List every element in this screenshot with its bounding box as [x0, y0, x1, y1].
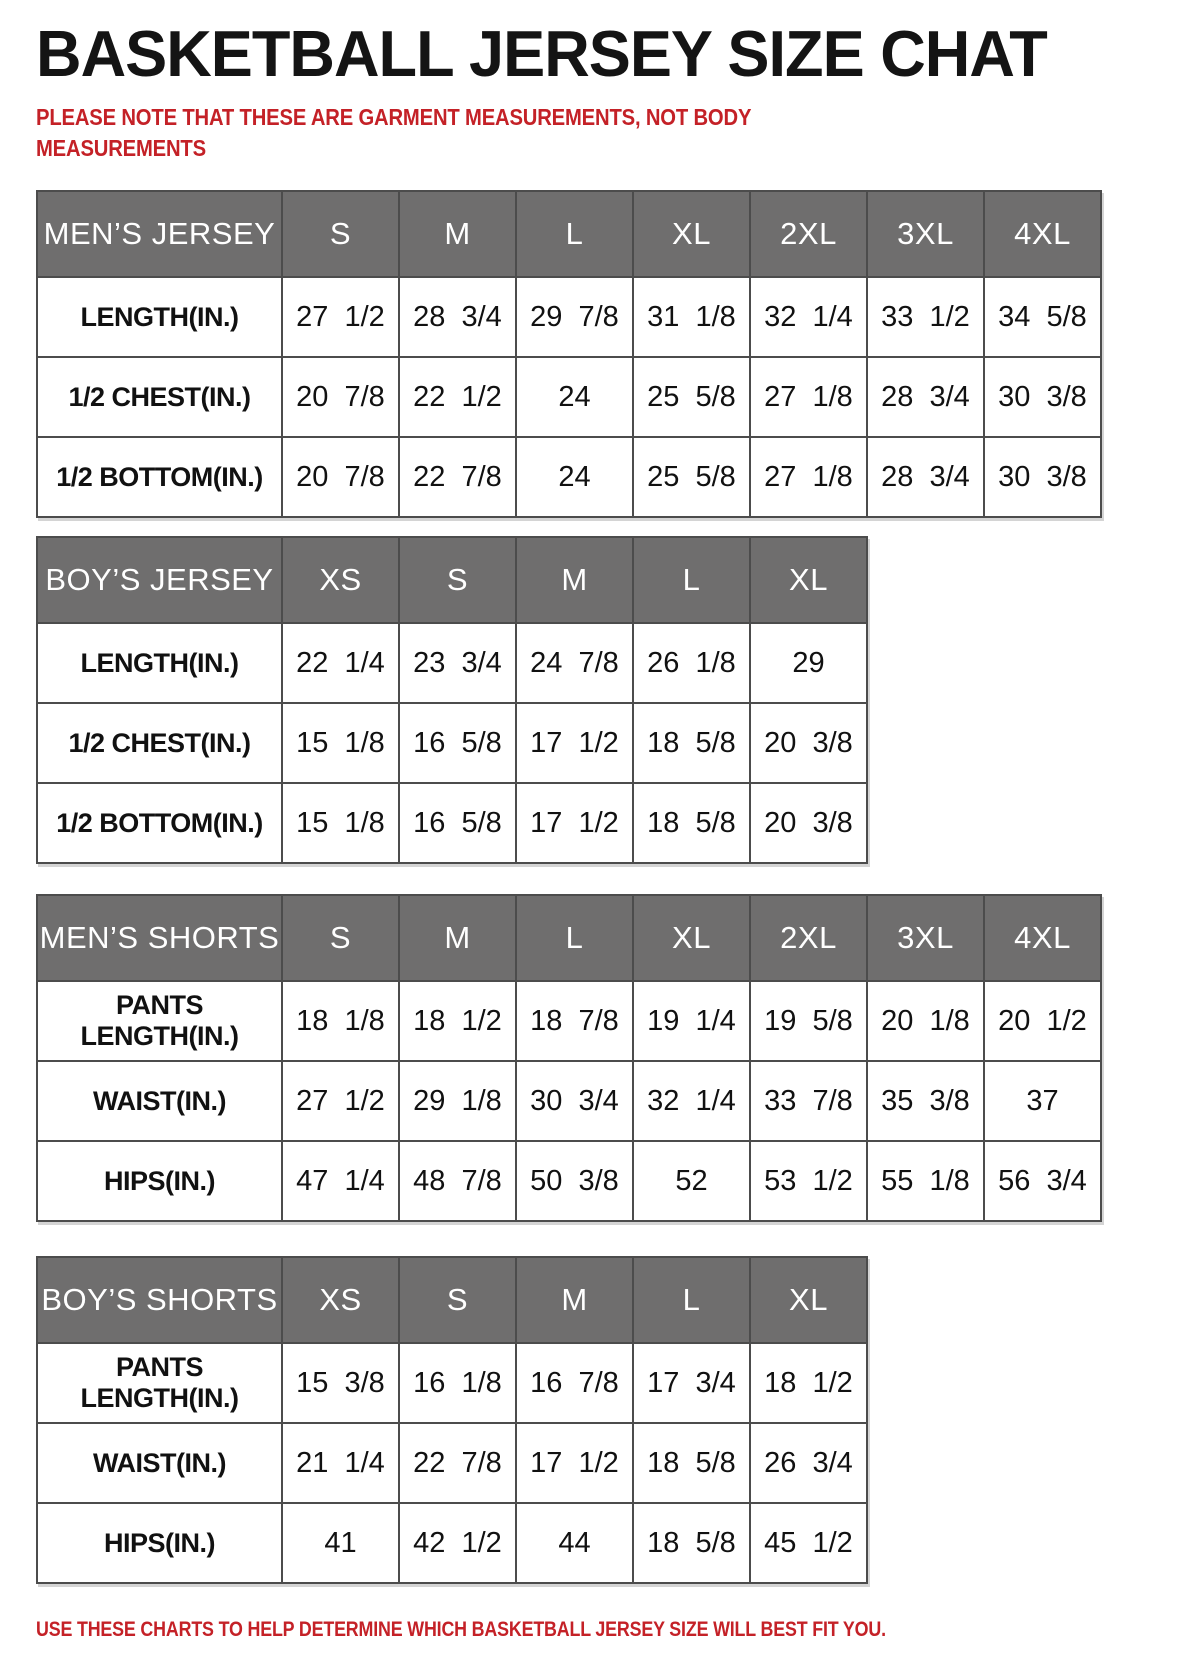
value-cell: 15 1/8: [282, 783, 399, 863]
value-cell: 27 1/2: [282, 277, 399, 357]
value-cell: 41: [282, 1503, 399, 1583]
value-cell: 30 3/8: [984, 357, 1101, 437]
size-header-cell: L: [516, 191, 633, 277]
value-cell: 21 1/4: [282, 1423, 399, 1503]
value-cell: 18 5/8: [633, 783, 750, 863]
header-row: [37, 191, 1101, 277]
size-header-cell: XL: [633, 895, 750, 981]
value-cell: 18 5/8: [633, 1423, 750, 1503]
value-cell: 35 3/8: [867, 1061, 984, 1141]
value-cell: 24: [516, 357, 633, 437]
value-cell: 55 1/8: [867, 1141, 984, 1221]
row-label-cell: WAIST(IN.): [37, 1061, 282, 1141]
value-cell: 18 7/8: [516, 981, 633, 1061]
value-cell: 22 1/4: [282, 623, 399, 703]
value-cell: 27 1/8: [750, 357, 867, 437]
boys-jersey-table: [36, 536, 868, 864]
table-row: [37, 703, 867, 783]
value-cell: 44: [516, 1503, 633, 1583]
table-row: [37, 623, 867, 703]
value-cell: 24 7/8: [516, 623, 633, 703]
value-cell: 20 7/8: [282, 357, 399, 437]
value-cell: 28 3/4: [399, 277, 516, 357]
value-cell: 18 5/8: [633, 703, 750, 783]
value-cell: 25 5/8: [633, 357, 750, 437]
value-cell: 18 1/2: [399, 981, 516, 1061]
value-cell: 20 3/8: [750, 703, 867, 783]
value-cell: 17 1/2: [516, 1423, 633, 1503]
value-cell: 20 3/8: [750, 783, 867, 863]
row-label-cell: 1/2 CHEST(IN.): [37, 357, 282, 437]
size-header-cell: 2XL: [750, 191, 867, 277]
value-cell: 30 3/8: [984, 437, 1101, 517]
value-cell: 22 7/8: [399, 1423, 516, 1503]
value-cell: 47 1/4: [282, 1141, 399, 1221]
value-cell: 33 1/2: [867, 277, 984, 357]
value-cell: 19 1/4: [633, 981, 750, 1061]
page-title: BASKETBALL JERSEY SIZE CHAT: [36, 17, 1047, 90]
table-row: [37, 981, 1101, 1061]
value-cell: 18 1/8: [282, 981, 399, 1061]
value-cell: 56 3/4: [984, 1141, 1101, 1221]
table-row: [37, 1343, 867, 1423]
value-cell: 24: [516, 437, 633, 517]
value-cell: 18 5/8: [633, 1503, 750, 1583]
value-cell: 45 1/2: [750, 1503, 867, 1583]
value-cell: 16 1/8: [399, 1343, 516, 1423]
size-header-cell: XS: [282, 1257, 399, 1343]
size-header-cell: XL: [633, 191, 750, 277]
value-cell: 42 1/2: [399, 1503, 516, 1583]
table-row: [37, 277, 1101, 357]
table-row: [37, 1503, 867, 1583]
value-cell: 26 1/8: [633, 623, 750, 703]
row-label-cell: 1/2 BOTTOM(IN.): [37, 437, 282, 517]
value-cell: 19 5/8: [750, 981, 867, 1061]
row-label-cell: 1/2 CHEST(IN.): [37, 703, 282, 783]
value-cell: 33 7/8: [750, 1061, 867, 1141]
table-row: [37, 783, 867, 863]
value-cell: 32 1/4: [750, 277, 867, 357]
value-cell: 32 1/4: [633, 1061, 750, 1141]
table-row: [37, 357, 1101, 437]
value-cell: 17 1/2: [516, 783, 633, 863]
table-title-cell: MEN’S JERSEY: [37, 191, 282, 277]
size-header-cell: M: [516, 537, 633, 623]
value-cell: 15 1/8: [282, 703, 399, 783]
size-header-cell: 3XL: [867, 191, 984, 277]
table-row: [37, 437, 1101, 517]
size-header-cell: S: [399, 1257, 516, 1343]
value-cell: 48 7/8: [399, 1141, 516, 1221]
table-title-cell: BOY’S JERSEY: [37, 537, 282, 623]
row-label-cell: HIPS(IN.): [37, 1503, 282, 1583]
size-header-cell: S: [282, 191, 399, 277]
table-title-cell: BOY’S SHORTS: [37, 1257, 282, 1343]
table-row: [37, 1061, 1101, 1141]
value-cell: 27 1/2: [282, 1061, 399, 1141]
value-cell: 16 5/8: [399, 703, 516, 783]
value-cell: 28 3/4: [867, 357, 984, 437]
value-cell: 20 1/8: [867, 981, 984, 1061]
size-header-cell: XS: [282, 537, 399, 623]
value-cell: 53 1/2: [750, 1141, 867, 1221]
size-header-cell: XL: [750, 537, 867, 623]
fit-advice-note: USE THESE CHARTS TO HELP DETERMINE WHICH BASKETBALL JERSEY SIZE WILL BEST FIT YOU.: [36, 1618, 886, 1642]
size-header-cell: L: [516, 895, 633, 981]
value-cell: 28 3/4: [867, 437, 984, 517]
value-cell: 18 1/2: [750, 1343, 867, 1423]
size-header-cell: M: [399, 895, 516, 981]
value-cell: 16 5/8: [399, 783, 516, 863]
value-cell: 52: [633, 1141, 750, 1221]
value-cell: 17 3/4: [633, 1343, 750, 1423]
value-cell: 20 1/2: [984, 981, 1101, 1061]
value-cell: 29: [750, 623, 867, 703]
value-cell: 23 3/4: [399, 623, 516, 703]
size-header-cell: L: [633, 537, 750, 623]
value-cell: 25 5/8: [633, 437, 750, 517]
table-row: [37, 1141, 1101, 1221]
header-row: [37, 537, 867, 623]
row-label-cell: PANTS LENGTH(IN.): [37, 981, 282, 1061]
value-cell: 31 1/8: [633, 277, 750, 357]
value-cell: 29 1/8: [399, 1061, 516, 1141]
mens-shorts-table: [36, 894, 1102, 1222]
value-cell: 16 7/8: [516, 1343, 633, 1423]
value-cell: 37: [984, 1061, 1101, 1141]
value-cell: 26 3/4: [750, 1423, 867, 1503]
value-cell: 50 3/8: [516, 1141, 633, 1221]
value-cell: 29 7/8: [516, 277, 633, 357]
row-label-cell: 1/2 BOTTOM(IN.): [37, 783, 282, 863]
value-cell: 22 1/2: [399, 357, 516, 437]
value-cell: 20 7/8: [282, 437, 399, 517]
size-header-cell: 3XL: [867, 895, 984, 981]
value-cell: 34 5/8: [984, 277, 1101, 357]
size-header-cell: S: [399, 537, 516, 623]
size-header-cell: M: [516, 1257, 633, 1343]
size-header-cell: 4XL: [984, 895, 1101, 981]
size-header-cell: S: [282, 895, 399, 981]
value-cell: 30 3/4: [516, 1061, 633, 1141]
boys-shorts-table: [36, 1256, 868, 1584]
table-title-cell: MEN’S SHORTS: [37, 895, 282, 981]
row-label-cell: PANTS LENGTH(IN.): [37, 1343, 282, 1423]
value-cell: 27 1/8: [750, 437, 867, 517]
table-row: [37, 1423, 867, 1503]
value-cell: 15 3/8: [282, 1343, 399, 1423]
row-label-cell: LENGTH(IN.): [37, 623, 282, 703]
row-label-cell: LENGTH(IN.): [37, 277, 282, 357]
header-row: [37, 895, 1101, 981]
size-header-cell: M: [399, 191, 516, 277]
header-row: [37, 1257, 867, 1343]
size-header-cell: 4XL: [984, 191, 1101, 277]
size-header-cell: XL: [750, 1257, 867, 1343]
mens-jersey-table: [36, 190, 1102, 518]
row-label-cell: HIPS(IN.): [37, 1141, 282, 1221]
size-header-cell: 2XL: [750, 895, 867, 981]
size-header-cell: L: [633, 1257, 750, 1343]
value-cell: 22 7/8: [399, 437, 516, 517]
value-cell: 17 1/2: [516, 703, 633, 783]
row-label-cell: WAIST(IN.): [37, 1423, 282, 1503]
garment-measurement-note: PLEASE NOTE THAT THESE ARE GARMENT MEASUREMENTS, NOT BODY MEASUREMENTS: [36, 104, 751, 162]
